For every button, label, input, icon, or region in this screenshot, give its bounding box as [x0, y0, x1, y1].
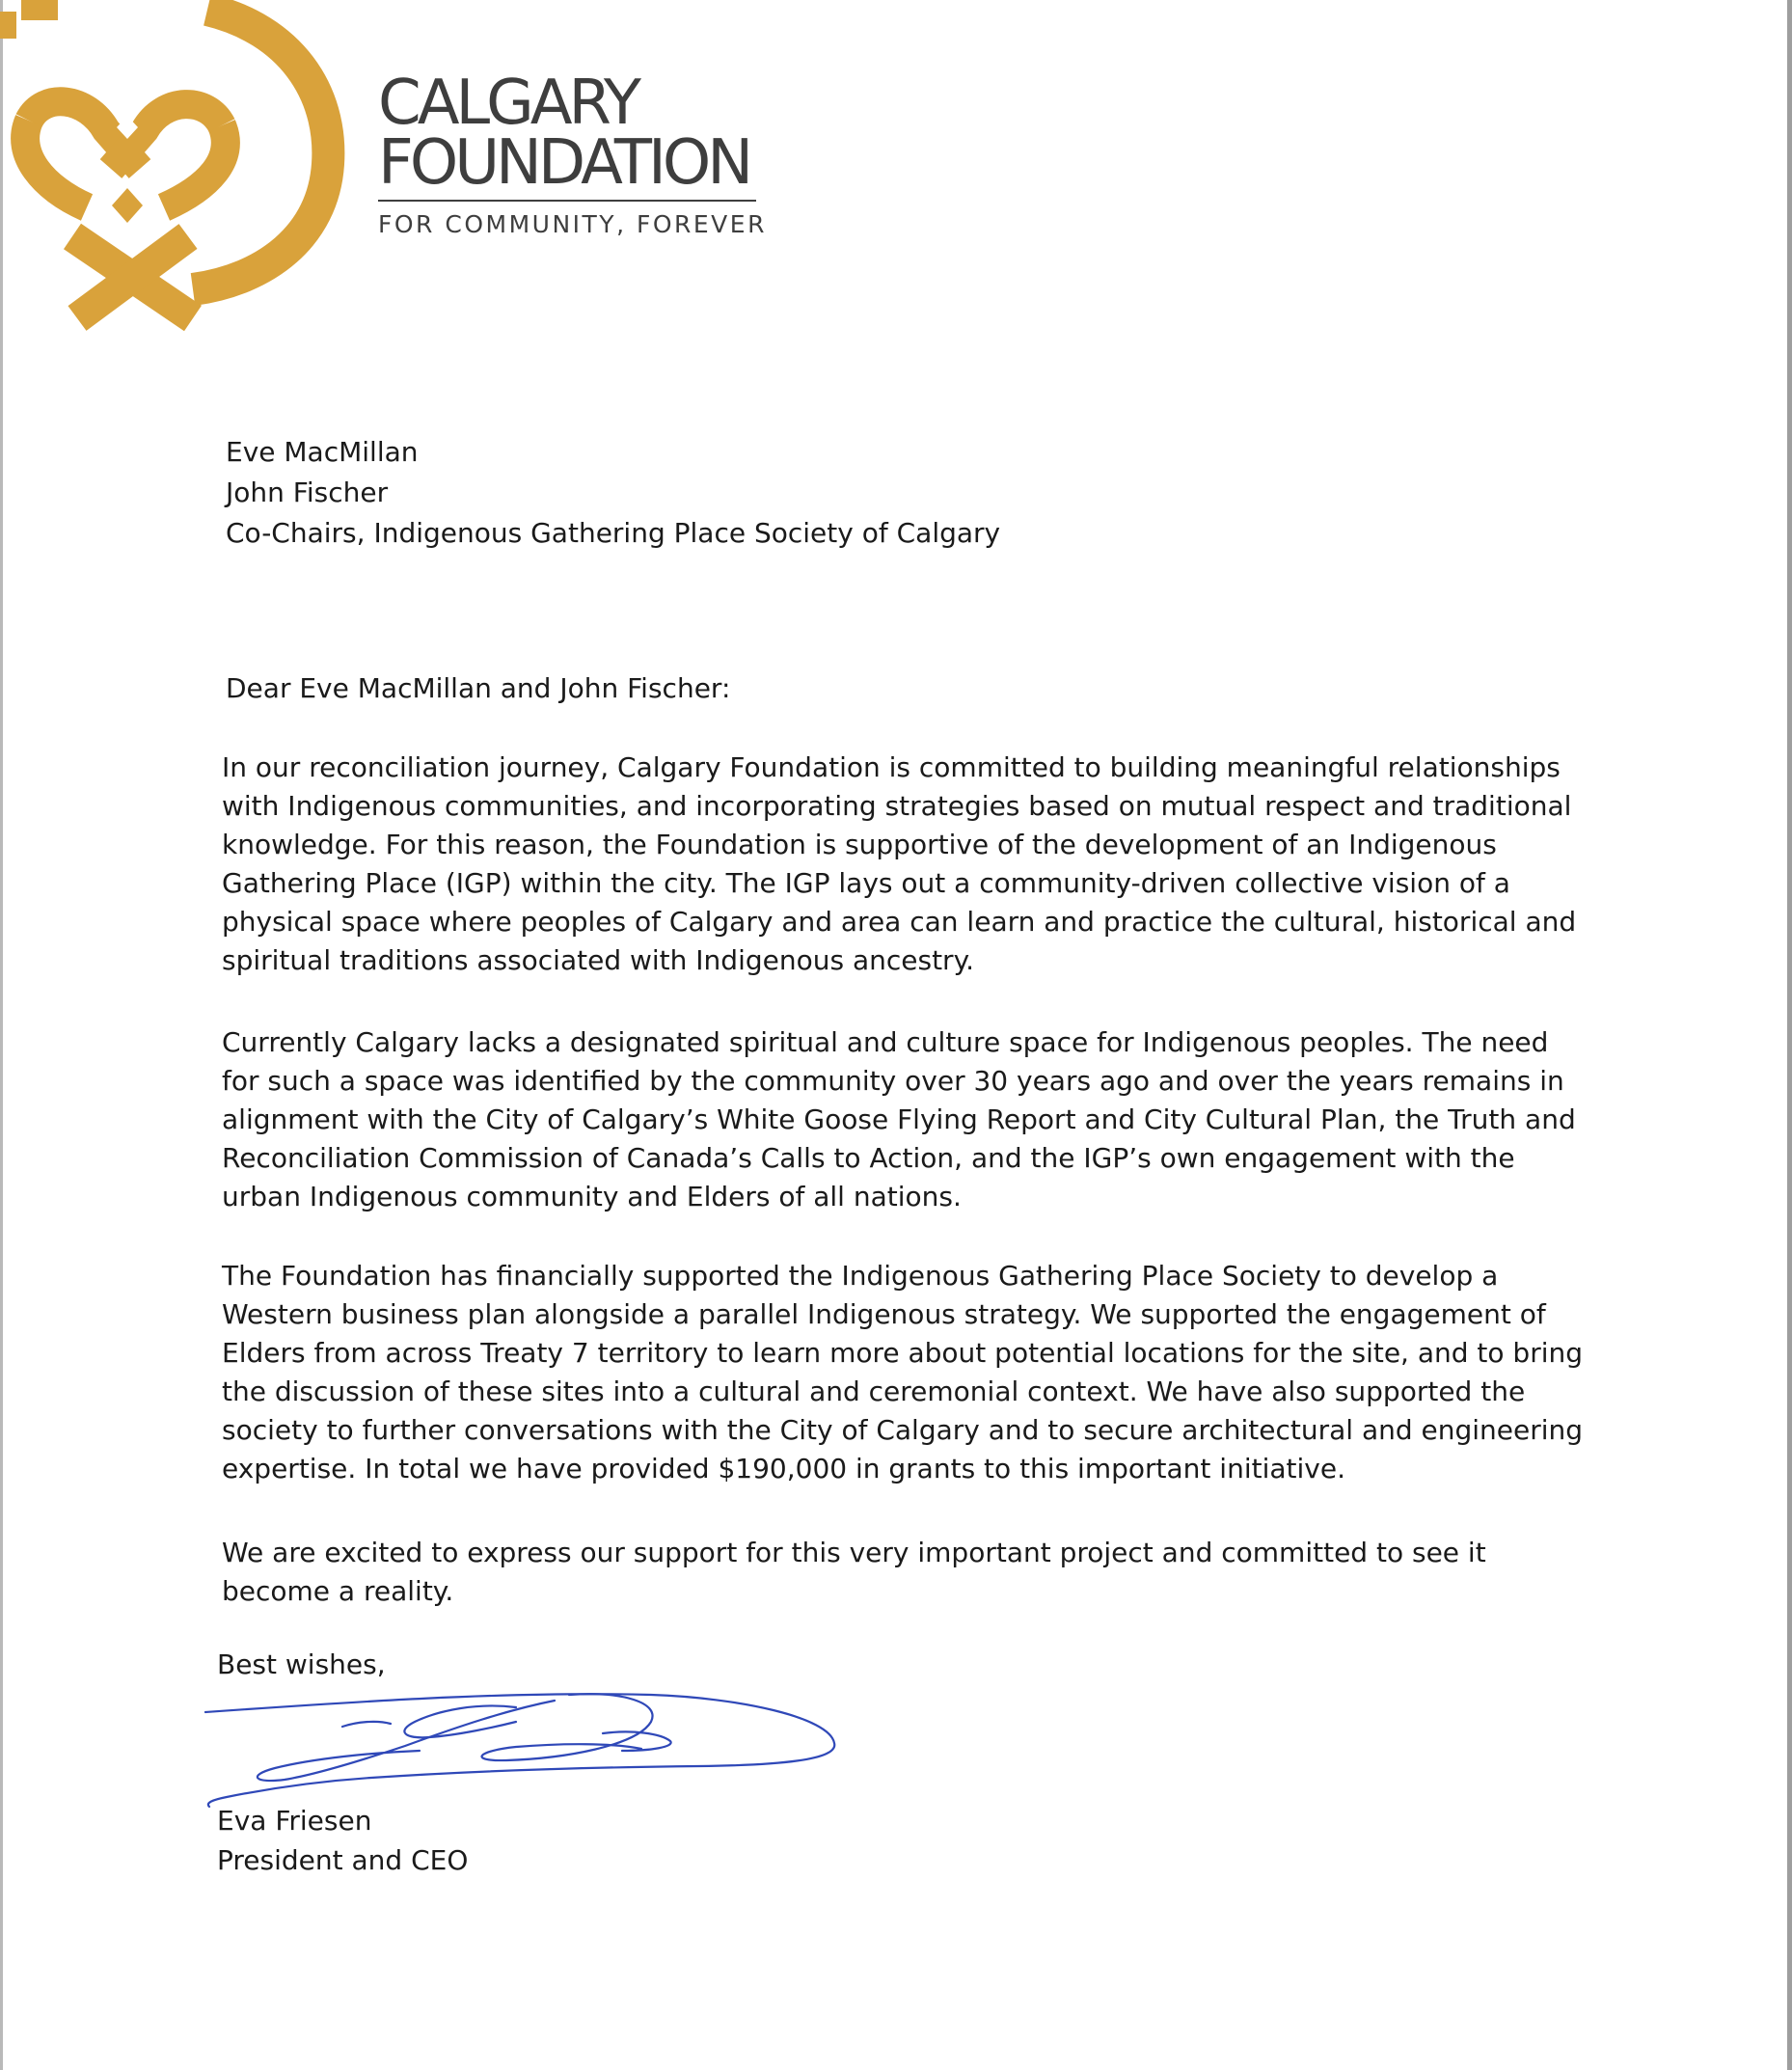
closing: Best wishes,	[217, 1648, 386, 1680]
letterhead-wordmark	[378, 68, 767, 238]
org-name-line2: FOUNDATION	[378, 127, 750, 199]
salutation: Dear Eve MacMillan and John Fischer:	[226, 672, 731, 704]
wordmark-divider	[378, 200, 756, 202]
body-paragraph-4: We are excited to express our support for this very important project and committed to see it become a reality.	[222, 1537, 1486, 1607]
foundation-logo-icon	[0, 0, 367, 333]
page-edge-right	[1787, 0, 1792, 2070]
signer-title: President and CEO	[217, 1844, 469, 1876]
recipient-name-2: John Fischer	[226, 477, 389, 508]
handwritten-signature	[198, 1683, 854, 1809]
recipient-title: Co-Chairs, Indigenous Gathering Place Society of Calgary	[226, 517, 1001, 549]
body-paragraph-1: In our reconciliation journey, Calgary Foundation is committed to building meaningful relationships with Indigenous communities, and incorporating strategies based on mutual respect and traditional knowledge. For this reason, the Foundation is supportive of the development of an Indigenous Gathering Place (IGP) within the city. The IGP lays out a community-driven collective vision of a physical space where peoples of Calgary and area can learn and practice the cultural, historical and spiritual traditions associated with Indigenous ancestry.	[222, 751, 1577, 976]
body-paragraph-3: The Foundation has financially supported the Indigenous Gathering Place Society to develop a Western business plan alongside a parallel Indigenous strategy. We supported the engagement of Elders from across Treaty 7 territory to learn more about potential locations for the site, and to bring the discussion of these sites into a cultural and ceremonial context. We have also supported the society to further conversations with the City of Calgary and to secure architectural and engineering expertise. In total we have provided $190,000 in grants to this important initiative.	[222, 1260, 1584, 1484]
org-tagline: FOR COMMUNITY, FOREVER	[378, 210, 767, 238]
body-paragraph-2: Currently Calgary lacks a designated spiritual and culture space for Indigenous peoples. The need for such a space was identified by the community over 30 years ago and over the years remains in alignment with the City of Calgary’s White Goose Flying Report and City Cultural Plan, the Truth and Reconciliation Commission of Canada’s Calls to Action, and the IGP’s own engagement with the urban Indigenous community and Elders of all nations.	[222, 1026, 1576, 1212]
recipient-block	[226, 432, 1000, 554]
signer-block	[217, 1801, 468, 1880]
org-name-line1: CALGARY	[378, 68, 638, 139]
signer-name: Eva Friesen	[217, 1805, 372, 1837]
recipient-name-1: Eve MacMillan	[226, 436, 419, 468]
